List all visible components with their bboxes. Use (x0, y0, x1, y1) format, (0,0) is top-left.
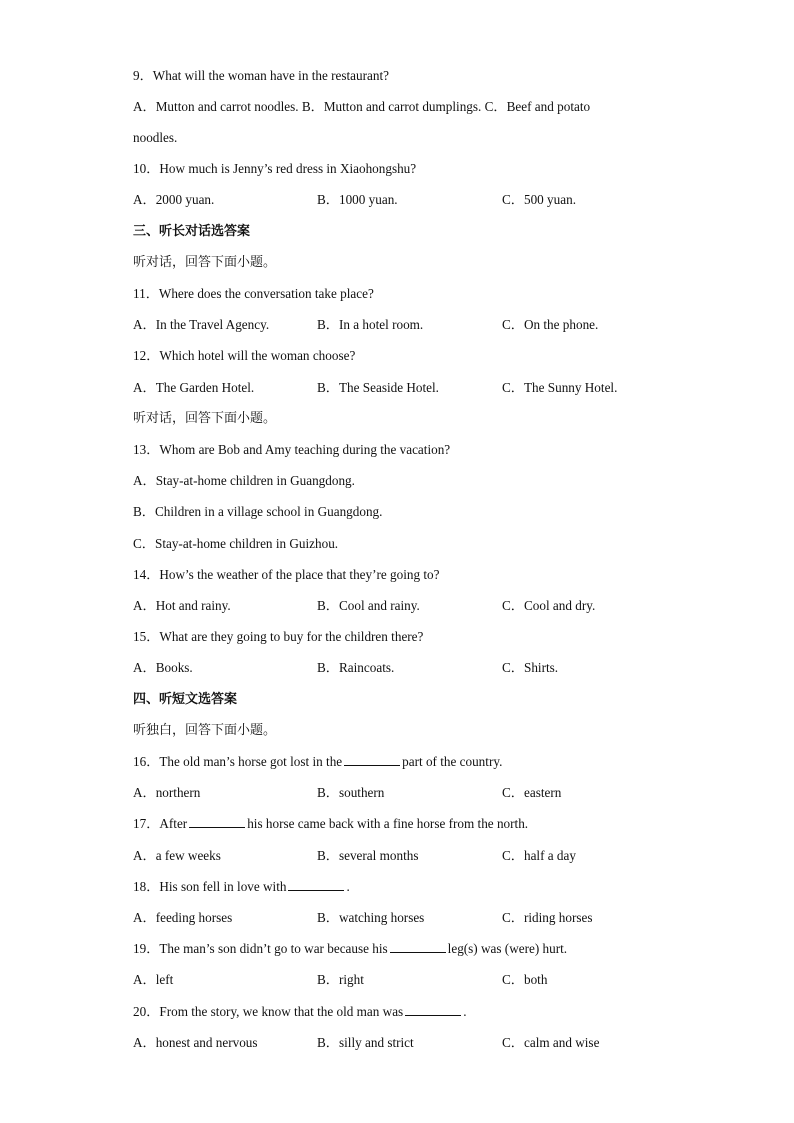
question-9-options-continued: noodles. (133, 130, 178, 145)
question-18-option-a: A．feeding horses (133, 910, 233, 925)
question-20-option-b: B．silly and strict (317, 1035, 414, 1050)
question-12-option-c: C．The Sunny Hotel. (502, 380, 618, 395)
section-4-heading: 四、听短文选答案 (133, 692, 238, 707)
answer-blank (405, 1004, 461, 1016)
question-20-option-a: A．honest and nervous (133, 1035, 258, 1050)
question-17-stem (133, 816, 528, 832)
answer-blank (344, 754, 400, 766)
question-13-option-c: C．Stay-at-home children in Guizhou. (133, 536, 339, 551)
question-19-option-b: B．right (317, 972, 364, 987)
question-15-option-a: A．Books. (133, 660, 193, 675)
question-20-option-c: C．calm and wise (502, 1035, 600, 1050)
question-11-option-c: C．On the phone. (502, 317, 599, 332)
section-3-heading: 三、听长对话选答案 (133, 224, 251, 239)
question-18-stem (133, 879, 350, 895)
question-17-option-a: A．a few weeks (133, 848, 221, 863)
question-10-stem: 10．How much is Jenny’s red dress in Xiaohongshu? (133, 161, 417, 176)
question-18-option-b: B．watching horses (317, 910, 425, 925)
question-17-stem-end: his horse came back with a fine horse from the north. (247, 816, 529, 831)
question-17-stem-start: 17．After (133, 816, 188, 831)
question-16-option-a: A．northern (133, 785, 201, 800)
question-16-stem (133, 754, 502, 770)
question-9-options: A．Mutton and carrot noodles. B．Mutton and carrot dumplings. C．Beef and potato (133, 99, 591, 114)
question-13-option-b: B．Children in a village school in Guangdong. (133, 504, 383, 519)
question-12-option-a: A．The Garden Hotel. (133, 380, 255, 395)
question-13-stem: 13．Whom are Bob and Amy teaching during the vacation? (133, 442, 451, 457)
question-19-option-c: C．both (502, 972, 548, 987)
question-18-option-c: C．riding horses (502, 910, 593, 925)
monologue-intro: 听独白，回答下面小题。 (133, 723, 277, 738)
question-11-option-a: A．In the Travel Agency. (133, 317, 270, 332)
question-13-option-a: A．Stay-at-home children in Guangdong. (133, 473, 355, 488)
answer-blank (288, 879, 344, 891)
question-19-option-a: A．left (133, 972, 174, 987)
question-12-stem: 12．Which hotel will the woman choose? (133, 348, 356, 363)
question-10-option-b: B．1000 yuan. (317, 192, 398, 207)
dialog-1-intro: 听对话，回答下面小题。 (133, 255, 277, 270)
question-16-option-b: B．southern (317, 785, 385, 800)
answer-blank (189, 816, 245, 828)
question-19-stem-end: leg(s) was (were) hurt. (447, 941, 568, 956)
question-10-option-c: C．500 yuan. (502, 192, 576, 207)
question-14-option-a: A．Hot and rainy. (133, 598, 231, 613)
question-16-option-c: C．eastern (502, 785, 562, 800)
question-19-stem (133, 941, 567, 957)
question-20-stem (133, 1004, 466, 1020)
question-17-option-c: C．half a day (502, 848, 576, 863)
question-15-option-b: B．Raincoats. (317, 660, 395, 675)
question-20-stem-end: . (463, 1004, 467, 1019)
question-14-option-c: C．Cool and dry. (502, 598, 596, 613)
question-12-option-b: B．The Seaside Hotel. (317, 380, 439, 395)
question-20-stem-start: 20．From the story, we know that the old man was (133, 1004, 404, 1019)
question-19-stem-start: 19．The man’s son didn’t go to war because his (133, 941, 388, 956)
question-11-option-b: B．In a hotel room. (317, 317, 424, 332)
answer-blank (390, 941, 446, 953)
question-15-stem: 15．What are they going to buy for the children there? (133, 629, 424, 644)
question-17-option-b: B．several months (317, 848, 419, 863)
question-16-stem-start: 16．The old man’s horse got lost in the (133, 754, 343, 769)
question-18-stem-start: 18．His son fell in love with (133, 879, 287, 894)
question-10-option-a: A．2000 yuan. (133, 192, 215, 207)
question-18-stem-end: . (346, 879, 350, 894)
question-11-stem: 11．Where does the conversation take place? (133, 286, 374, 301)
question-15-option-c: C．Shirts. (502, 660, 559, 675)
question-14-option-b: B．Cool and rainy. (317, 598, 420, 613)
question-16-stem-end: part of the country. (402, 754, 503, 769)
dialog-2-intro: 听对话，回答下面小题。 (133, 411, 277, 426)
question-14-stem: 14．How’s the weather of the place that they’re going to? (133, 567, 440, 582)
question-9-stem: 9．What will the woman have in the restaurant? (133, 68, 389, 83)
